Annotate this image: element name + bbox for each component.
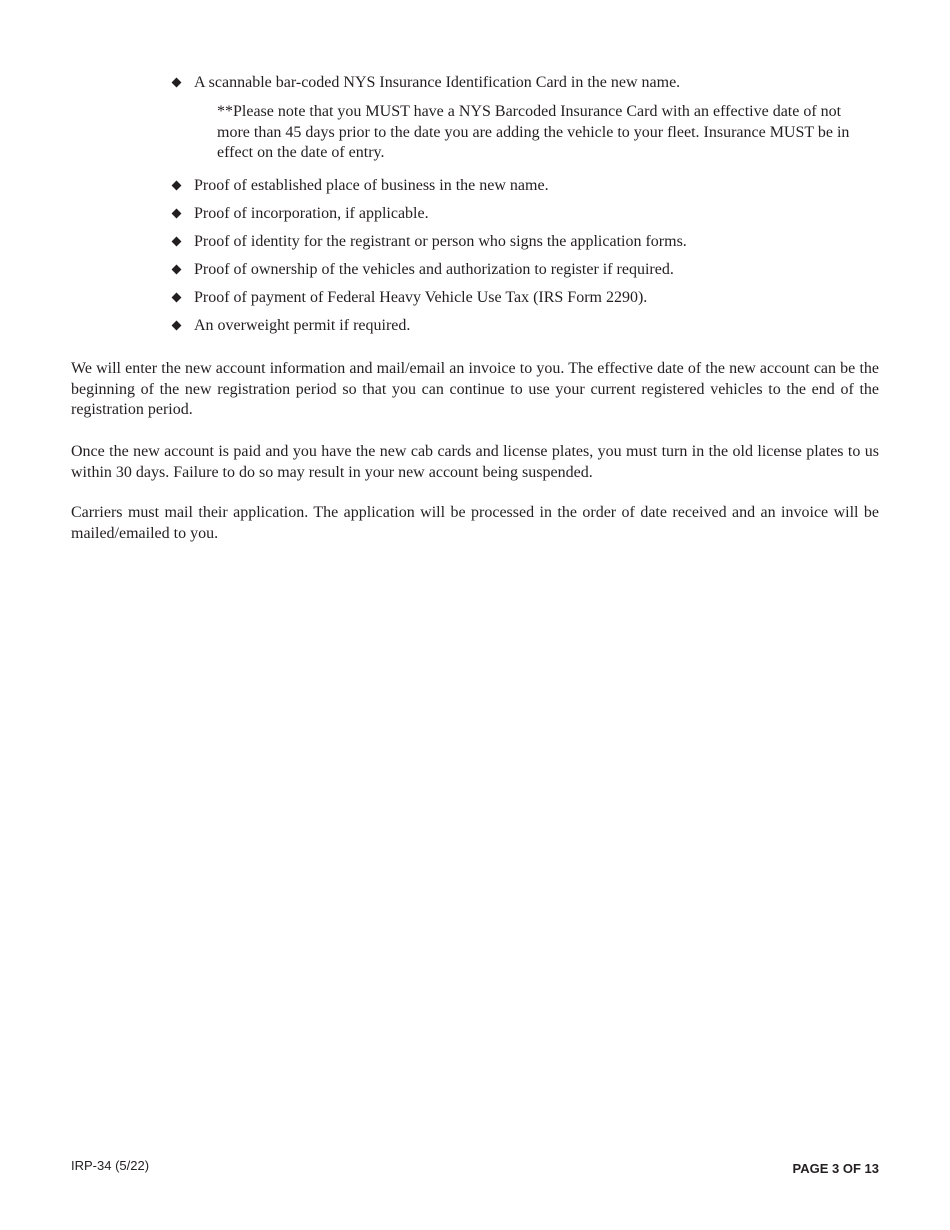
- form-id: IRP-34 (5/22): [71, 1158, 150, 1173]
- diamond-bullet-icon: [172, 78, 182, 88]
- page-number: PAGE 3 OF 13: [792, 1161, 879, 1176]
- list-item-text: Proof of payment of Federal Heavy Vehicle Use Tax (IRS Form 2290).: [194, 288, 648, 306]
- diamond-bullet-icon: [172, 236, 182, 246]
- paragraph-old-plates: Once the new account is paid and you have the new cab cards and license plates, you must turn in the old license plates to us within 30 days. Failure to do so may result in your new account being suspended.: [71, 443, 879, 481]
- list-item-text: Proof of established place of business in the new name.: [194, 176, 549, 194]
- list-item: [172, 73, 872, 164]
- diamond-bullet-icon: [172, 180, 182, 190]
- list-item-text: Proof of identity for the registrant or person who signs the application forms.: [194, 232, 687, 250]
- diamond-bullet-icon: [172, 320, 182, 330]
- list-item-text: Proof of ownership of the vehicles and authorization to register if required.: [194, 260, 674, 278]
- diamond-bullet-icon: [172, 208, 182, 218]
- list-item: [172, 204, 872, 224]
- list-item: [172, 176, 872, 196]
- insurance-note: **Please note that you MUST have a NYS Barcoded Insurance Card with an effective date of not more than 45 days prior to the date you are adding the vehicle to your fleet. Insurance MUST be in effect on the date of entry.: [217, 103, 850, 161]
- paragraph-new-account: We will enter the new account information and mail/email an invoice to you. The effective date of the new account can be the beginning of the new registration period so that you can continue to use your current registered vehicles to the end of the registration period.: [71, 360, 879, 418]
- list-item: [172, 316, 872, 336]
- list-item-text: A scannable bar-coded NYS Insurance Identification Card in the new name.: [194, 74, 681, 91]
- list-item: [172, 232, 872, 252]
- list-item: [172, 260, 872, 280]
- diamond-bullet-icon: [172, 264, 182, 274]
- paragraph-mail-application: Carriers must mail their application. The application will be processed in the order of date received and an invoice will be mailed/emailed to you.: [71, 504, 879, 542]
- list-item-text: Proof of incorporation, if applicable.: [194, 204, 429, 222]
- list-item: [172, 288, 872, 308]
- requirements-list: [172, 73, 872, 344]
- diamond-bullet-icon: [172, 292, 182, 302]
- list-item-text: An overweight permit if required.: [194, 316, 411, 334]
